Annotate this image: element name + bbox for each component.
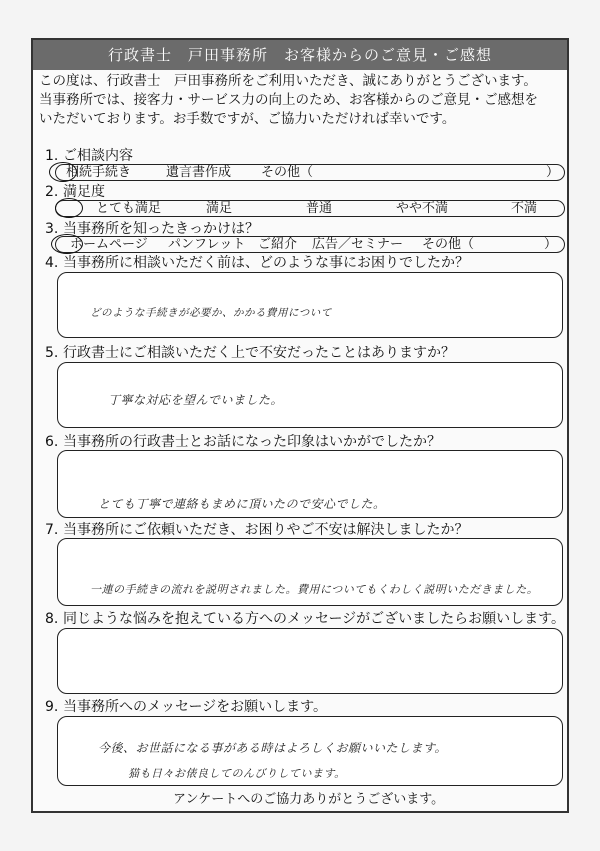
option-other-close: ） [544,237,558,252]
question-number: 7. [45,522,59,538]
footer-thanks: アンケートへのご協力ありがとうございます。 [173,792,445,807]
selection-circle-icon [49,162,77,182]
option-other-close: ） [546,165,560,180]
option-homepage[interactable]: ホームページ [70,237,148,252]
question-number: 9. [45,699,59,715]
intro-line-2: 当事務所では、接客力・サービス力の向上のため、お客様からのご意見・ご感想を [39,92,538,108]
answer-box-4[interactable] [57,272,563,338]
question-5-title [45,342,455,362]
intro-text [39,72,564,129]
question-number: 2. [45,184,59,200]
question-2-options [55,200,565,217]
survey-title: 行政書士 戸田事務所 お客様からのご意見・ご感想 [33,40,567,70]
intro-line-3: いただいております。お手数ですが、ご協力いただければ幸いです。 [39,111,456,127]
option-referral[interactable]: ご紹介 [258,237,298,252]
question-text: 当事務所にご依頼いただき、お困りやご不安は解決しましたか？ [63,522,469,538]
question-text: 当事務所へのメッセージをお願いします。 [63,699,328,715]
question-3-title [45,218,259,238]
answer-box-5[interactable] [57,362,563,428]
handwritten-answer: 丁寧な対応を望んでいました。 [108,393,284,407]
question-text: 満足度 [63,184,105,200]
question-text: ご相談内容 [63,148,133,164]
question-number: 8. [45,611,59,627]
answer-box-8[interactable] [57,628,563,694]
question-6-title [45,431,441,451]
question-3-options [55,236,565,253]
handwritten-answer-line-1: 今後、お世話になる事がある時はよろしくお願いいたします。 [98,741,448,755]
option-neutral[interactable]: 普通 [306,201,333,216]
answer-box-6[interactable] [57,450,563,518]
handwritten-answer: 一連の手続きの流れを説明されました。費用についてもくわしく説明いただきました。 [90,583,539,596]
question-text: 行政書士にご相談いただく上で不安だったことはありますか？ [63,345,455,361]
question-7-title [45,519,468,539]
option-other[interactable]: その他（ [261,165,314,180]
selection-circle-icon [51,234,83,254]
option-unsatisfied[interactable]: 不満 [511,201,538,216]
handwritten-answer: どのような手続きが必要か、かかる費用について [90,307,332,319]
option-other[interactable]: その他（ [422,237,475,252]
handwritten-answer-line-2: 猫も日々お俵良してのんびりしています。 [128,767,346,780]
survey-sheet [31,38,569,813]
question-text: 同じような悩みを抱えている方へのメッセージがございましたらお願いします。 [63,611,566,627]
question-number: 4. [45,255,59,271]
question-4-title [45,252,469,272]
option-very-satisfied[interactable]: とても満足 [96,201,162,216]
question-number: 5. [45,345,59,361]
option-pamphlet[interactable]: パンフレット [168,237,246,252]
answer-box-7[interactable] [57,538,563,606]
question-8-title [45,608,565,628]
question-9-title [45,696,327,716]
question-text: 当事務所を知ったきっかけは？ [63,221,259,237]
question-text: 当事務所に相談いただく前は、どのような事にお困りでしたか？ [63,255,469,271]
selection-circle-icon [55,198,83,218]
handwritten-answer: とても丁寧で連絡もまめに頂いたので安心でした。 [98,497,386,511]
intro-line-1: この度は、行政書士 戸田事務所をご利用いただき、誠にありがとうございます。 [39,73,537,89]
question-number: 6. [45,434,59,450]
option-inheritance[interactable]: 相続手続き [66,165,132,180]
option-somewhat-unsatisfied[interactable]: やや不満 [396,201,449,216]
answer-box-9[interactable] [57,716,563,786]
option-ad-seminar[interactable]: 広告／セミナー [312,237,404,252]
option-will[interactable]: 遺言書作成 [166,165,232,180]
question-number: 3. [45,221,59,237]
option-satisfied[interactable]: 満足 [206,201,233,216]
question-number: 1. [45,148,59,164]
question-text: 当事務所の行政書士とお話になった印象はいかがでしたか？ [63,434,441,450]
question-1-options [55,164,565,181]
